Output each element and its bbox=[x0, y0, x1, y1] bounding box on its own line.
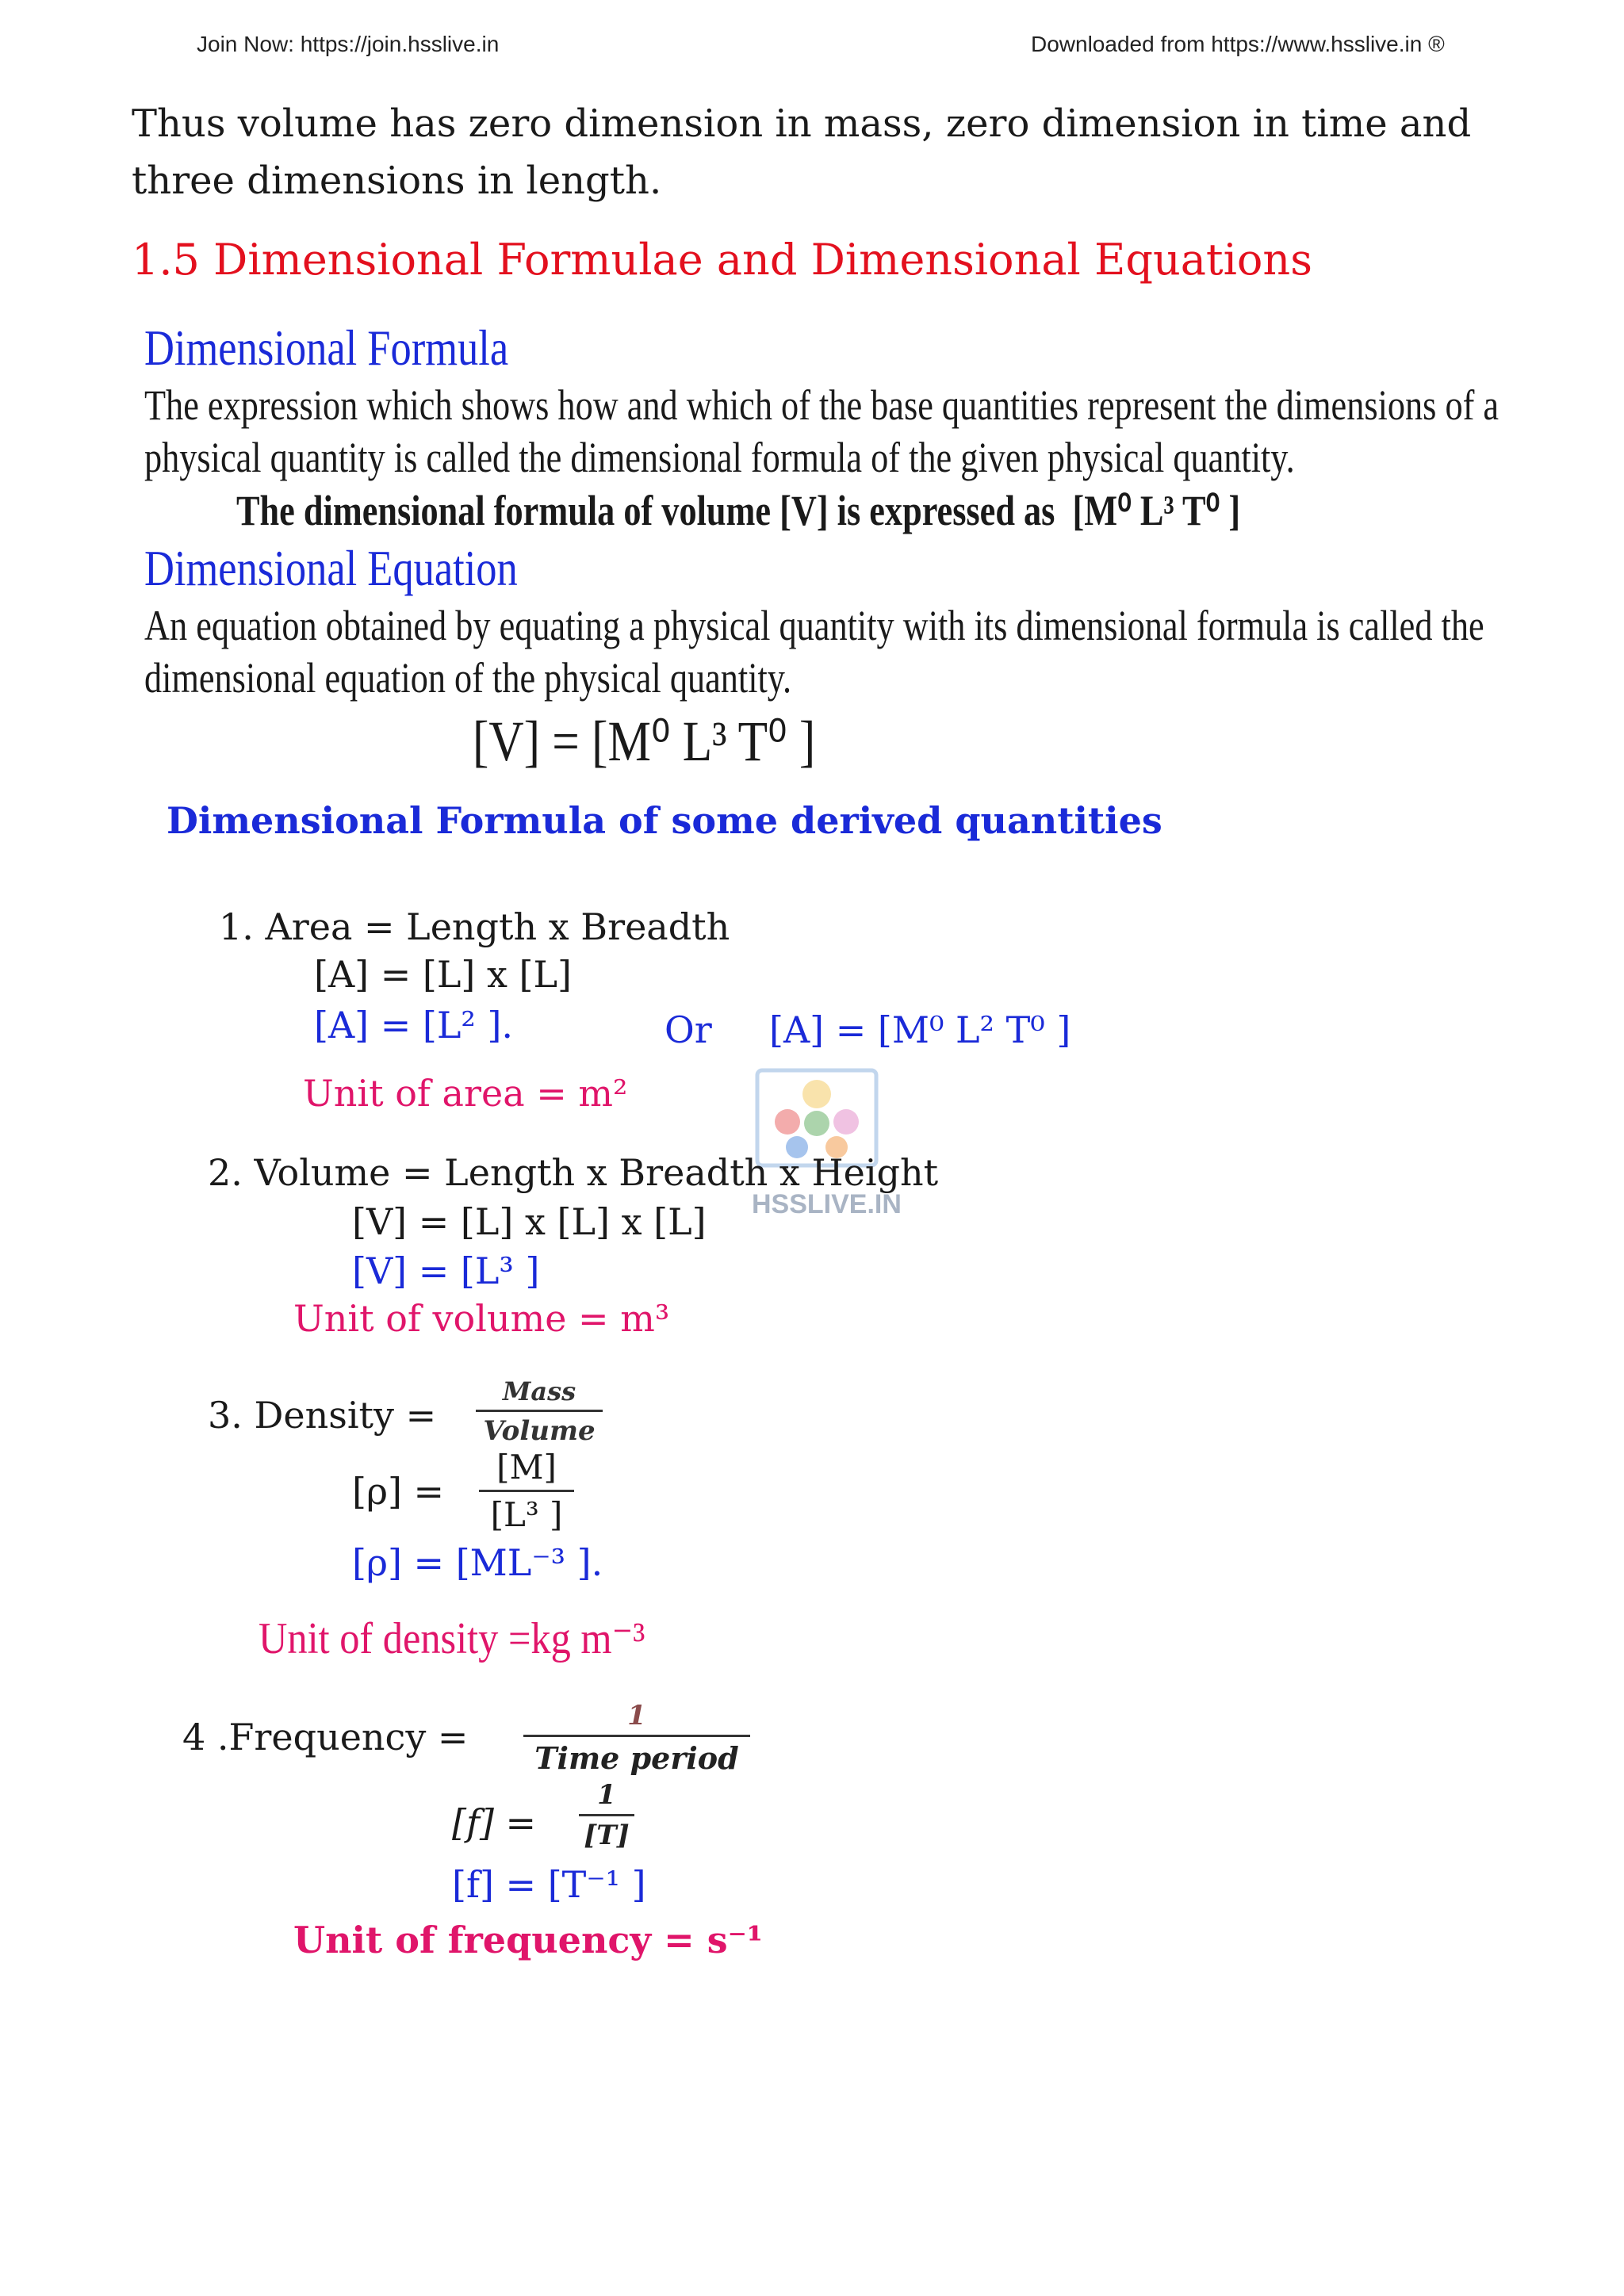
header-download-link[interactable]: Downloaded from https://www.hsslive.in ® bbox=[1031, 32, 1445, 56]
volume-unit: Unit of volume = m³ bbox=[293, 1297, 670, 1340]
header-join-link[interactable]: Join Now: https://join.hsslive.in bbox=[197, 32, 500, 56]
frequency-eq-3: [f] = [T⁻¹ ] bbox=[452, 1863, 646, 1906]
dim-formula-line-2: physical quantity is called the dimensional formula of the given physical quantity. bbox=[144, 434, 1295, 481]
area-alt-formula: [A] = [M⁰ L² T⁰ ] bbox=[769, 1008, 1071, 1051]
density-fraction bbox=[476, 1376, 603, 1447]
density-fraction-2 bbox=[479, 1448, 574, 1534]
density-denominator: Volume bbox=[483, 1415, 596, 1447]
area-eq-1: [A] = [L] x [L] bbox=[314, 953, 572, 996]
area-title: 1. Area = Length x Breadth bbox=[219, 905, 730, 948]
density-unit: Unit of density =kg m⁻³ bbox=[259, 1614, 645, 1663]
dim-equation-example: [V] = [M⁰ L³ T⁰ ] bbox=[473, 710, 816, 773]
dim-formula-heading: Dimensional Formula bbox=[144, 320, 509, 376]
section-title: 1.5 Dimensional Formulae and Dimensional Equations bbox=[132, 235, 1312, 285]
density-numerator-2: [M] bbox=[496, 1448, 557, 1487]
area-or: Or bbox=[665, 1008, 712, 1051]
frequency-numerator-2: 1 bbox=[597, 1779, 616, 1811]
frequency-fraction-2 bbox=[579, 1779, 634, 1851]
dim-formula-line-1: The expression which shows how and which of the base quantities represent the dimensions of a bbox=[144, 381, 1500, 429]
dim-equation-line-2: dimensional equation of the physical quantity. bbox=[144, 654, 792, 702]
density-lhs: [ρ] = bbox=[352, 1470, 445, 1513]
density-fraction-bar-2 bbox=[479, 1490, 574, 1492]
dim-equation-line-1: An equation obtained by equating a physical quantity with its dimensional formula is called the bbox=[144, 602, 1484, 649]
frequency-label: 4 .Frequency = bbox=[182, 1716, 469, 1758]
volume-title: 2. Volume = Length x Breadth x Height bbox=[208, 1151, 939, 1194]
density-eq-3: [ρ] = [ML⁻³ ]. bbox=[352, 1541, 603, 1584]
frequency-denominator: Time period bbox=[534, 1740, 739, 1776]
density-fraction-bar bbox=[476, 1410, 603, 1412]
frequency-lhs: [f] = bbox=[452, 1801, 537, 1844]
frequency-denominator-2: [T] bbox=[584, 1820, 630, 1851]
area-unit: Unit of area = m² bbox=[303, 1072, 628, 1115]
dim-formula-example-text: The dimensional formula of volume [V] is expressed as bbox=[236, 487, 1055, 534]
density-label: 3. Density = bbox=[208, 1394, 437, 1437]
volume-eq-2: [V] = [L³ ] bbox=[352, 1249, 540, 1292]
dim-equation-heading: Dimensional Equation bbox=[144, 540, 518, 596]
volume-eq-1: [V] = [L] x [L] x [L] bbox=[352, 1200, 707, 1243]
density-denominator-2: [L³ ] bbox=[490, 1495, 563, 1534]
derived-heading: Dimensional Formula of some derived quantities bbox=[167, 799, 1162, 842]
intro-line-2: three dimensions in length. bbox=[132, 159, 662, 203]
frequency-fraction-bar-2 bbox=[579, 1814, 634, 1816]
density-numerator: Mass bbox=[502, 1376, 576, 1406]
frequency-fraction-bar bbox=[523, 1735, 750, 1737]
frequency-fraction bbox=[523, 1700, 750, 1776]
dim-formula-example bbox=[236, 485, 1240, 535]
area-eq-2: [A] = [L² ]. bbox=[314, 1004, 514, 1047]
dim-formula-example-formula: [M⁰ L³ T⁰ ] bbox=[1072, 487, 1241, 534]
watermark-text: HSSLIVE.IN bbox=[752, 1189, 902, 1219]
frequency-unit: Unit of frequency = s⁻¹ bbox=[293, 1919, 764, 1961]
frequency-numerator: 1 bbox=[627, 1700, 646, 1732]
intro-line-1: Thus volume has zero dimension in mass, zero dimension in time and bbox=[132, 101, 1472, 146]
